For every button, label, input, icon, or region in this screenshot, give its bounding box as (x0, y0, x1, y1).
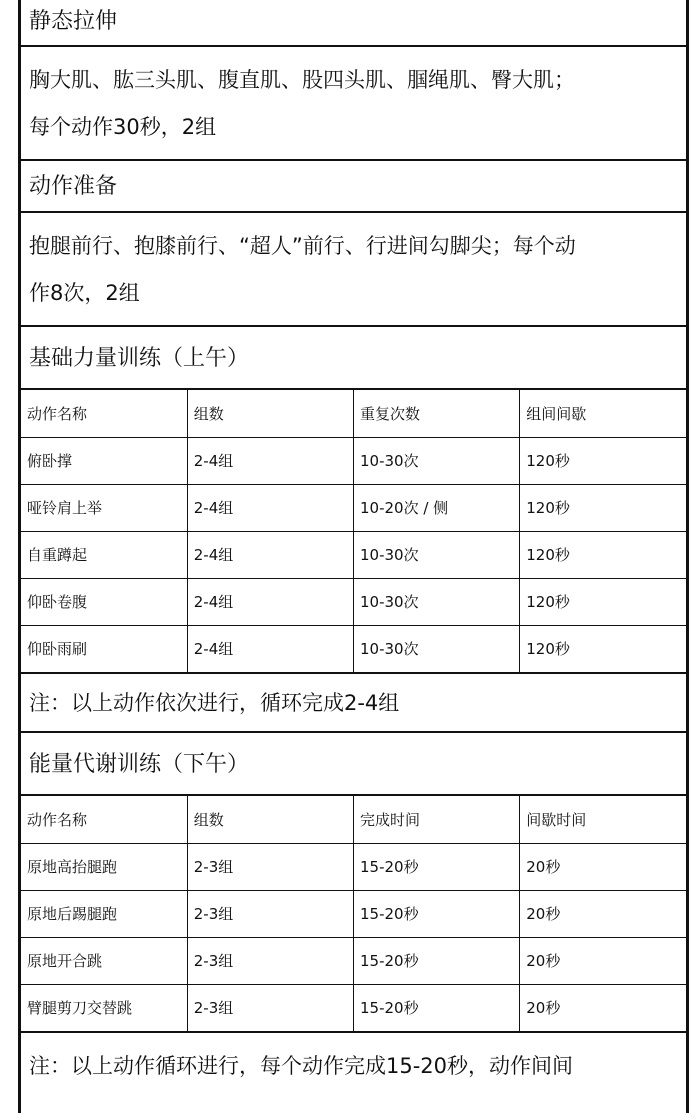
table-row (21, 843, 686, 890)
cell-exercise: 自重蹲起 (21, 531, 187, 578)
cell-rest: 120秒 (520, 625, 686, 672)
section-text-warmup (21, 213, 686, 327)
training-plan-sheet (18, 0, 689, 1113)
cell-sets: 2-3组 (187, 984, 353, 1031)
cell-sets: 2-4组 (187, 625, 353, 672)
cell-rest: 20秒 (520, 890, 686, 937)
cell-reps: 10-30次 (354, 578, 520, 625)
section-text-static-stretch (21, 47, 686, 161)
strength-note: 注：以上动作依次进行，循环完成2-4组 (21, 674, 686, 733)
cell-duration: 15-20秒 (354, 890, 520, 937)
column-header: 组数 (187, 796, 353, 843)
table-header-row (21, 390, 686, 437)
cell-sets: 2-3组 (187, 843, 353, 890)
cell-rest: 120秒 (520, 578, 686, 625)
table-row (21, 531, 686, 578)
cell-reps: 10-30次 (354, 531, 520, 578)
text-line: 作8次，2组 (29, 281, 140, 305)
cell-sets: 2-4组 (187, 578, 353, 625)
table-row (21, 890, 686, 937)
cell-exercise: 臂腿剪刀交替跳 (21, 984, 187, 1031)
cell-reps: 10-30次 (354, 625, 520, 672)
cell-exercise: 仰卧雨刷 (21, 625, 187, 672)
cell-sets: 2-4组 (187, 484, 353, 531)
cell-exercise: 原地后踢腿跑 (21, 890, 187, 937)
column-header: 完成时间 (354, 796, 520, 843)
table-row (21, 625, 686, 672)
column-header: 间歇时间 (520, 796, 686, 843)
strength-table (21, 390, 686, 674)
cell-rest: 20秒 (520, 937, 686, 984)
section-title-static-stretch: 静态拉伸 (21, 0, 686, 47)
table-row (21, 484, 686, 531)
section-title-warmup: 动作准备 (21, 161, 686, 213)
cell-reps: 10-30次 (354, 437, 520, 484)
table-row (21, 578, 686, 625)
section-title-strength: 基础力量训练（上午） (21, 327, 686, 390)
cell-sets: 2-4组 (187, 437, 353, 484)
column-header: 组间间歇 (520, 390, 686, 437)
section-title-metabolic: 能量代谢训练（下午） (21, 733, 686, 796)
cell-sets: 2-4组 (187, 531, 353, 578)
cell-rest: 20秒 (520, 984, 686, 1031)
column-header: 动作名称 (21, 796, 187, 843)
cell-exercise: 仰卧卷腹 (21, 578, 187, 625)
metabolic-table (21, 796, 686, 1033)
cell-sets: 2-3组 (187, 890, 353, 937)
cell-exercise: 俯卧撑 (21, 437, 187, 484)
column-header: 动作名称 (21, 390, 187, 437)
text-line: 胸大肌、肱三头肌、腹直肌、股四头肌、腘绳肌、臀大肌； (29, 68, 575, 92)
text-line: 抱腿前行、抱膝前行、“超人”前行、行进间勾脚尖；每个动 (29, 234, 576, 258)
cell-duration: 15-20秒 (354, 984, 520, 1031)
cell-rest: 120秒 (520, 437, 686, 484)
table-header-row (21, 796, 686, 843)
cell-sets: 2-3组 (187, 937, 353, 984)
cell-rest: 120秒 (520, 484, 686, 531)
text-line: 每个动作30秒，2组 (29, 115, 217, 139)
metabolic-note: 注：以上动作循环进行，每个动作完成15-20秒，动作间间 (29, 1054, 574, 1078)
cell-exercise: 哑铃肩上举 (21, 484, 187, 531)
cell-rest: 120秒 (520, 531, 686, 578)
table-row (21, 937, 686, 984)
column-header: 重复次数 (354, 390, 520, 437)
cell-duration: 15-20秒 (354, 843, 520, 890)
column-header: 组数 (187, 390, 353, 437)
cell-rest: 20秒 (520, 843, 686, 890)
table-row (21, 437, 686, 484)
cell-reps: 10-20次 / 侧 (354, 484, 520, 531)
cell-exercise: 原地开合跳 (21, 937, 187, 984)
table-row (21, 984, 686, 1031)
cell-exercise: 原地高抬腿跑 (21, 843, 187, 890)
cell-duration: 15-20秒 (354, 937, 520, 984)
